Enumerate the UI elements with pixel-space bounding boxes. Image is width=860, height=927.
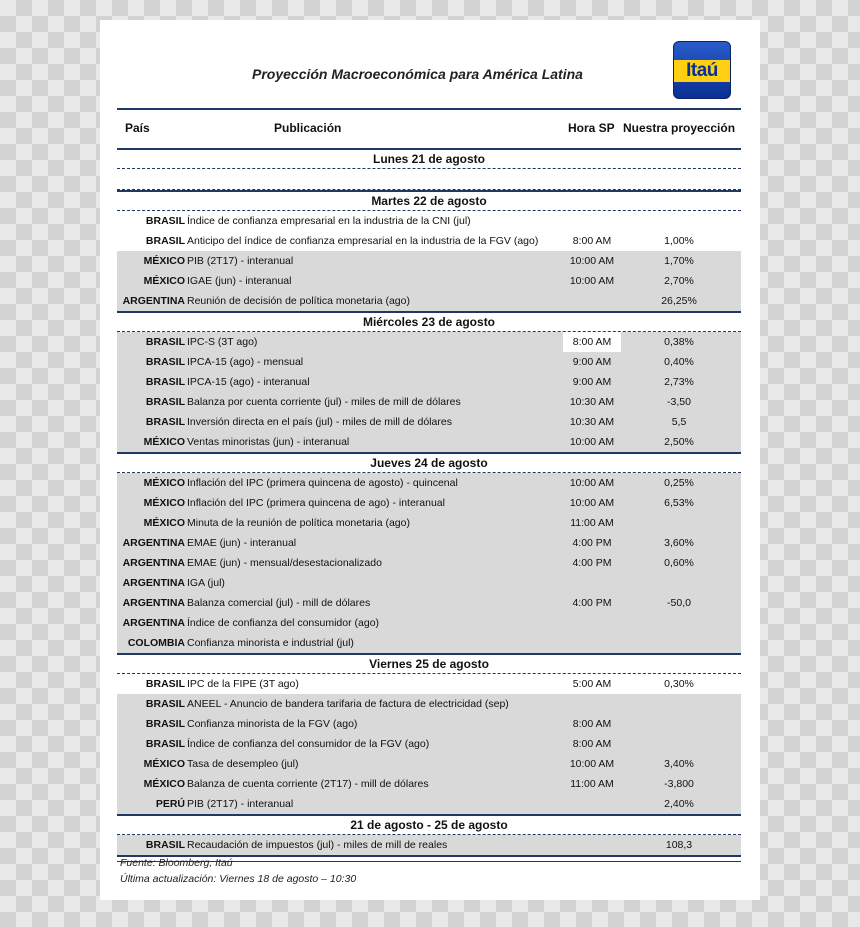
day-heading: Martes 22 de agosto [117, 190, 741, 211]
publication-cell: IPC-S (3T ago) [187, 336, 258, 348]
country-cell: ARGENTINA [122, 597, 185, 609]
projection-cell: -3,800 [664, 778, 694, 790]
projection-cell: 6,53% [664, 497, 694, 509]
day-heading: Lunes 21 de agosto [117, 150, 741, 169]
projection-cell: 0,40% [664, 356, 694, 368]
publication-cell: Confianza minorista e industrial (jul) [187, 637, 354, 649]
time-cell: 8:00 AM [572, 718, 612, 730]
publication-cell: IPCA-15 (ago) - mensual [187, 356, 304, 368]
table-row [117, 714, 741, 734]
publication-cell: EMAE (jun) - interanual [187, 537, 297, 549]
publication-cell: Balanza por cuenta corriente (jul) - miles de mill de dólares [187, 396, 461, 408]
time-cell: 8:00 AM [572, 738, 612, 750]
table-row [117, 251, 741, 271]
publication-cell: EMAE (jun) - mensual/desestacionalizado [187, 557, 382, 569]
country-cell: ARGENTINA [122, 557, 185, 569]
header-hora: Hora SP [568, 121, 615, 135]
table-row [117, 754, 741, 774]
publication-cell: Balanza de cuenta corriente (2T17) - mill de dólares [187, 778, 429, 790]
time-cell: 11:00 AM [570, 778, 614, 790]
table-row [117, 372, 741, 392]
calendar-table [117, 108, 741, 862]
table-row [117, 734, 741, 754]
country-cell: BRASIL [145, 235, 185, 247]
country-cell: MÉXICO [143, 758, 185, 770]
projection-cell: 0,30% [664, 678, 694, 690]
country-cell: MÉXICO [143, 778, 185, 790]
time-cell: 9:00 AM [572, 376, 612, 388]
projection-cell: 0,25% [664, 477, 694, 489]
time-cell: 4:00 PM [572, 557, 612, 569]
table-row [117, 473, 741, 493]
table-row [117, 674, 741, 694]
source-note: Fuente: Bloomberg, Itaú [120, 857, 233, 869]
country-cell: ARGENTINA [122, 577, 185, 589]
country-cell: MÉXICO [143, 255, 185, 267]
country-cell: MÉXICO [143, 517, 185, 529]
projection-cell: 1,70% [664, 255, 694, 267]
projection-cell: -50,0 [667, 597, 691, 609]
projection-cell: 0,60% [664, 557, 694, 569]
projection-cell: 5,5 [671, 416, 687, 428]
table-row [117, 553, 741, 573]
country-cell: BRASIL [145, 356, 185, 368]
country-cell: MÉXICO [143, 436, 185, 448]
publication-cell: IGAE (jun) - interanual [187, 275, 292, 287]
time-cell: 10:00 AM [569, 497, 615, 509]
header-pais: País [125, 121, 150, 135]
day-heading: Jueves 24 de agosto [117, 452, 741, 473]
projection-cell: 2,70% [664, 275, 694, 287]
time-cell: 10:00 AM [569, 477, 615, 489]
country-cell: ARGENTINA [122, 617, 185, 629]
table-row [117, 352, 741, 372]
publication-cell: Índice de confianza del consumidor (ago) [187, 617, 380, 629]
table-row [117, 633, 741, 653]
country-cell: COLOMBIA [127, 637, 185, 649]
publication-cell: Inflación del IPC (primera quincena de ago) - interanual [187, 497, 445, 509]
day-heading: 21 de agosto - 25 de agosto [117, 814, 741, 835]
table-header [117, 108, 741, 150]
projection-cell: 3,60% [664, 537, 694, 549]
publication-cell: Inversión directa en el país (jul) - miles de mill de dólares [187, 416, 452, 428]
time-cell: 10:00 AM [569, 255, 615, 267]
time-cell: 10:30 AM [569, 396, 615, 408]
projection-cell: 0,38% [664, 336, 694, 348]
table-row [117, 412, 741, 432]
country-cell: BRASIL [145, 376, 185, 388]
country-cell: ARGENTINA [122, 537, 185, 549]
table-row [117, 332, 741, 352]
time-cell: 10:30 AM [569, 416, 615, 428]
publication-cell: Ventas minoristas (jun) - interanual [187, 436, 350, 448]
country-cell: BRASIL [145, 698, 185, 710]
publication-cell: IPCA-15 (ago) - interanual [187, 376, 310, 388]
country-cell: PERÚ [155, 798, 185, 810]
projection-cell: 26,25% [661, 295, 697, 307]
time-cell: 10:00 AM [569, 436, 615, 448]
country-cell: MÉXICO [143, 477, 185, 489]
publication-cell: Confianza minorista de la FGV (ago) [187, 718, 358, 730]
table-body [117, 150, 741, 855]
time-cell: 8:00 AM [572, 235, 612, 247]
publication-cell: Minuta de la reunión de política monetaria (ago) [187, 517, 410, 529]
time-cell: 10:00 AM [569, 275, 615, 287]
projection-cell: 2,50% [664, 436, 694, 448]
projection-cell: 1,00% [664, 235, 694, 247]
publication-cell: Anticipo del índice de confianza empresarial en la industria de la FGV (ago) [187, 235, 539, 247]
time-cell: 10:00 AM [569, 758, 615, 770]
table-row [117, 774, 741, 794]
table-row [117, 392, 741, 412]
table-row [117, 432, 741, 452]
projection-cell: 3,40% [664, 758, 694, 770]
country-cell: BRASIL [145, 396, 185, 408]
publication-cell: Recaudación de impuestos (jul) - miles de mill de reales [187, 839, 448, 851]
table-row [117, 271, 741, 291]
country-cell: ARGENTINA [122, 295, 185, 307]
update-note: Última actualización: Viernes 18 de agosto – 10:30 [120, 873, 357, 885]
table-row [117, 231, 741, 251]
country-cell: BRASIL [145, 738, 185, 750]
logo-text: Itaú [686, 60, 718, 81]
publication-cell: ANEEL - Anuncio de bandera tarifaria de factura de electricidad (sep) [187, 698, 509, 710]
publication-cell: Tasa de desempleo (jul) [187, 758, 299, 770]
country-cell: BRASIL [145, 839, 185, 851]
day-heading: Viernes 25 de agosto [117, 653, 741, 674]
table-row [117, 573, 741, 593]
document-title: Proyección Macroeconómica para América Latina [252, 66, 583, 82]
publication-cell: Balanza comercial (jul) - mill de dólares [187, 597, 371, 609]
country-cell: MÉXICO [143, 275, 185, 287]
header-proyeccion: Nuestra proyección [623, 121, 736, 135]
country-cell: BRASIL [145, 215, 185, 227]
table-row [117, 794, 741, 814]
time-cell: 8:00 AM [572, 336, 612, 348]
table-row [117, 493, 741, 513]
table-row [117, 211, 741, 231]
country-cell: MÉXICO [143, 497, 185, 509]
time-cell: 4:00 PM [572, 537, 612, 549]
projection-cell: 2,73% [664, 376, 694, 388]
country-cell: BRASIL [145, 416, 185, 428]
time-cell: 5:00 AM [572, 678, 612, 690]
country-cell: BRASIL [145, 336, 185, 348]
table-row [117, 593, 741, 613]
country-cell: BRASIL [145, 678, 185, 690]
table-row [117, 533, 741, 553]
table-row [117, 291, 741, 311]
publication-cell: PIB (2T17) - interanual [187, 255, 294, 267]
time-cell: 4:00 PM [572, 597, 612, 609]
projection-cell: 2,40% [664, 798, 694, 810]
projection-cell: -3,50 [667, 396, 691, 408]
publication-cell: Reunión de decisión de política monetaria (ago) [187, 295, 410, 307]
country-cell: BRASIL [145, 718, 185, 730]
publication-cell: IGA (jul) [187, 577, 225, 589]
publication-cell: Inflación del IPC (primera quincena de agosto) - quincenal [187, 477, 458, 489]
publication-cell: Índice de confianza del consumidor de la FGV (ago) [187, 738, 430, 750]
time-cell: 9:00 AM [572, 356, 612, 368]
table-row [117, 513, 741, 533]
table-row [117, 694, 741, 714]
itau-logo [673, 41, 731, 99]
header-publicacion: Publicación [274, 121, 342, 135]
projection-cell: 108,3 [665, 839, 693, 851]
time-cell: 11:00 AM [570, 517, 614, 529]
empty-day-row [117, 169, 741, 190]
day-heading: Miércoles 23 de agosto [117, 311, 741, 332]
publication-cell: IPC de la FIPE (3T ago) [187, 678, 299, 690]
table-row [117, 835, 741, 855]
publication-cell: PIB (2T17) - interanual [187, 798, 294, 810]
table-row [117, 613, 741, 633]
publication-cell: Índice de confianza empresarial en la industria de la CNI (jul) [187, 215, 471, 227]
